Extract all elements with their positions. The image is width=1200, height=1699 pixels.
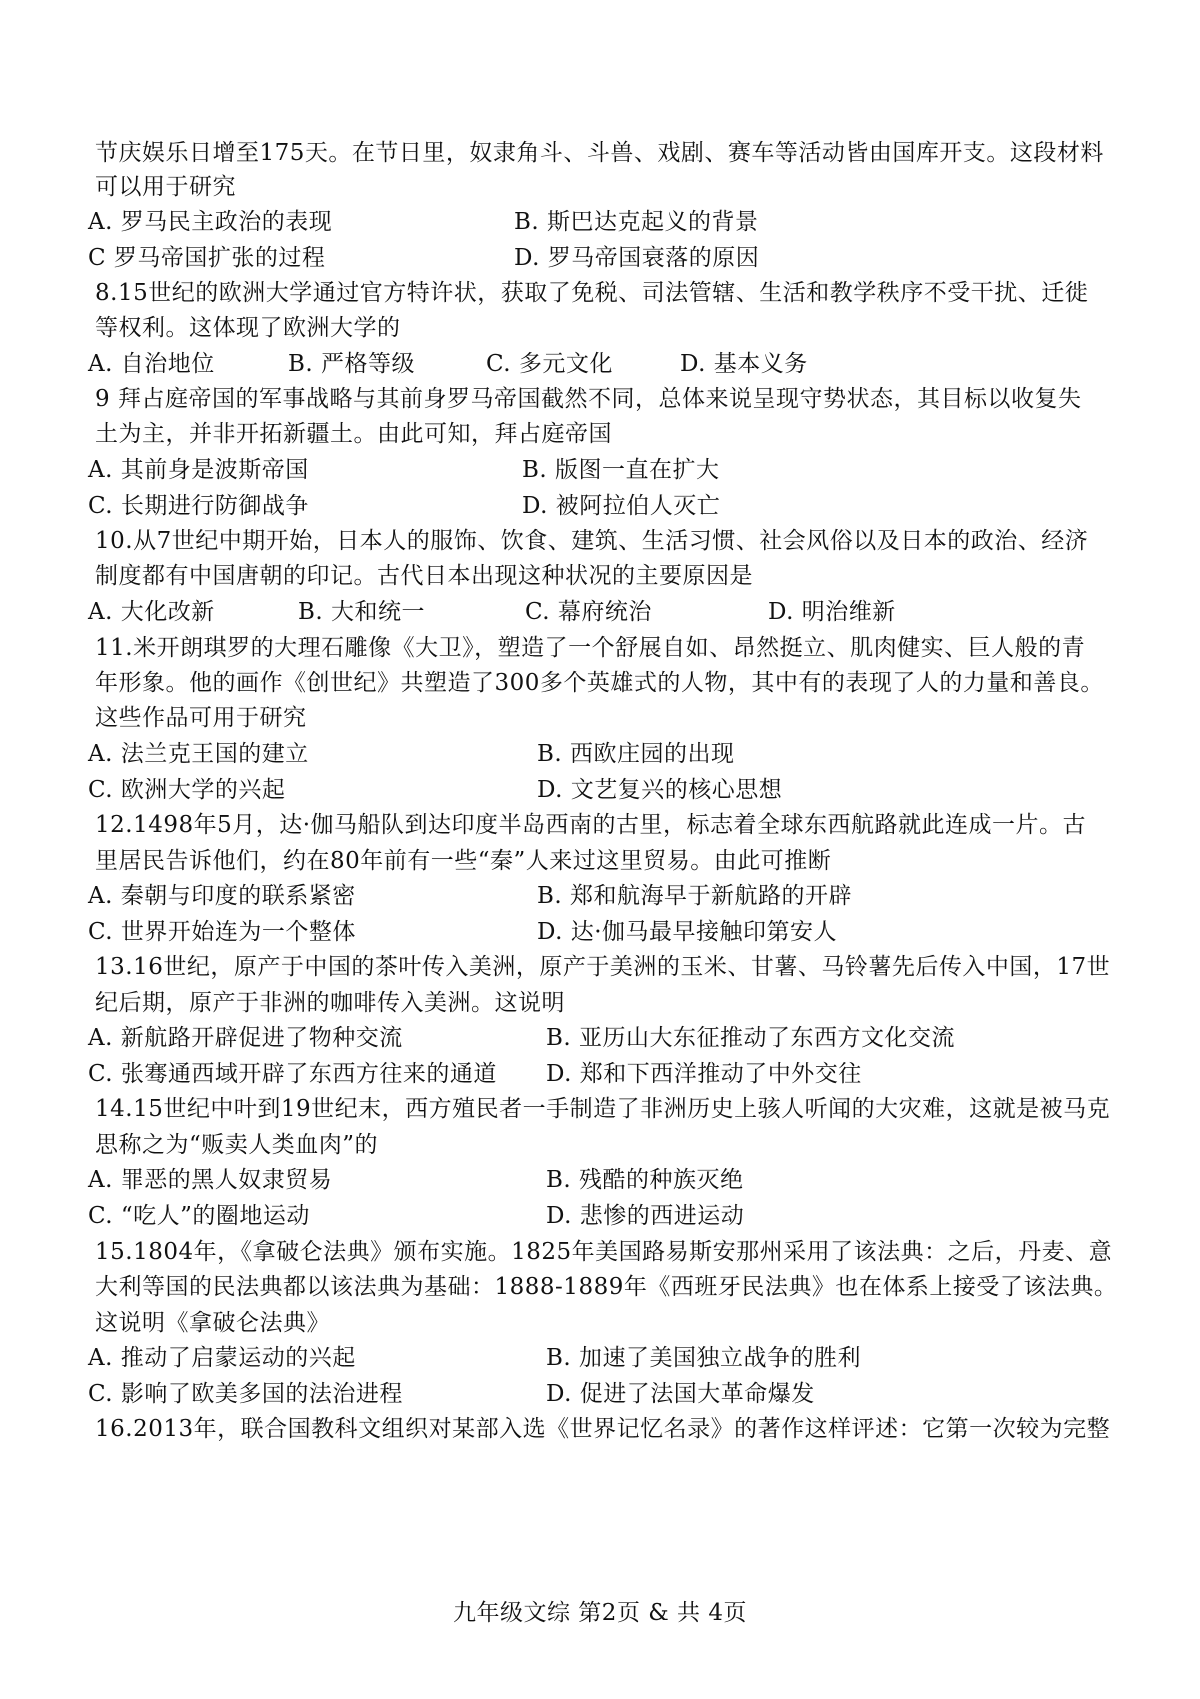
question-9-text-line: 9 拜占庭帝国的军事战略与其前身罗马帝国截然不同，总体来说呈现守势状态，其目标以收复失 bbox=[95, 386, 1082, 412]
question-10-text-line: 10.从7世纪中期开始，日本人的服饰、饮食、建筑、生活习惯、社会风俗以及日本的政治、经济 bbox=[95, 528, 1089, 554]
option: B. 残酷的种族灭绝 bbox=[546, 1167, 744, 1193]
option: A. 其前身是波斯帝国 bbox=[88, 457, 309, 483]
question-8-text-line: 等权利。这体现了欧洲大学的 bbox=[95, 315, 401, 341]
option: A. 秦朝与印度的联系紧密 bbox=[88, 883, 356, 909]
question-11-text-line: 11.米开朗琪罗的大理石雕像《大卫》，塑造了一个舒展自如、昂然挺立、肌肉健实、巨人般的青 bbox=[95, 635, 1086, 661]
page-footer: 九年级文综 第2页 & 共 4页 bbox=[453, 1600, 747, 1626]
question-11-text-line: 这些作品可用于研究 bbox=[95, 705, 307, 731]
option: A. 罪恶的黑人奴隶贸易 bbox=[88, 1167, 333, 1193]
question-14-text-line: 思称之为“贩卖人类血肉”的 bbox=[95, 1132, 379, 1158]
question-15-text-line: 这说明《拿破仑法典》 bbox=[95, 1310, 330, 1336]
question-8-text-line: 8.15世纪的欧洲大学通过官方特许状，获取了免税、司法管辖、生活和教学秩序不受干扰、迁徙 bbox=[95, 280, 1089, 306]
option: C. “吃人”的圈地运动 bbox=[88, 1203, 310, 1229]
question-15-text-line: 15.1804年，《拿破仑法典》颁布实施。1825年美国路易斯安那州采用了该法典：之后，丹麦、意 bbox=[95, 1239, 1113, 1265]
option: B. 大和统一 bbox=[298, 599, 426, 625]
question-13-text-line: 纪后期，原产于非洲的咖啡传入美洲。这说明 bbox=[95, 990, 565, 1016]
option: A. 法兰克王国的建立 bbox=[88, 741, 309, 767]
option: D. 基本义务 bbox=[680, 351, 808, 377]
option: B. 亚历山大东征推动了东西方文化交流 bbox=[546, 1025, 956, 1051]
question-9-text-line: 土为主，并非开拓新疆土。由此可知，拜占庭帝国 bbox=[95, 421, 612, 447]
option: C. 影响了欧美多国的法治进程 bbox=[88, 1381, 403, 1407]
question-12-text-line: 12.1498年5月，达·伽马船队到达印度半岛西南的古里，标志着全球东西航路就此连成一片。古 bbox=[95, 812, 1087, 838]
question-14-text-line: 14.15世纪中叶到19世纪末，西方殖民者一手制造了非洲历史上骇人听闻的大灾难，这就是被马克 bbox=[95, 1096, 1111, 1122]
question-11-text-line: 年形象。他的画作《创世纪》共塑造了300多个英雄式的人物，其中有的表现了人的力量和善良。 bbox=[95, 670, 1104, 696]
option: C. 幕府统治 bbox=[525, 599, 652, 625]
option: B. 严格等级 bbox=[288, 351, 416, 377]
option: B. 西欧庄园的出现 bbox=[537, 741, 735, 767]
option: D. 促进了法国大革命爆发 bbox=[546, 1381, 815, 1407]
option: C. 长期进行防御战争 bbox=[88, 493, 309, 519]
option: A. 自治地位 bbox=[88, 351, 215, 377]
question-7-text-line: 可以用于研究 bbox=[95, 174, 236, 200]
question-12-text-line: 里居民告诉他们，约在80年前有一些“秦”人来过这里贸易。由此可推断 bbox=[95, 848, 832, 874]
option: A. 新航路开辟促进了物种交流 bbox=[88, 1025, 403, 1051]
option: B. 郑和航海早于新航路的开辟 bbox=[537, 883, 853, 909]
option: A. 大化改新 bbox=[88, 599, 215, 625]
option: D. 明治维新 bbox=[768, 599, 896, 625]
option: A. 推动了启蒙运动的兴起 bbox=[88, 1345, 356, 1371]
option: A. 罗马民主政治的表现 bbox=[88, 209, 333, 235]
option: D. 达·伽马最早接触印第安人 bbox=[537, 919, 838, 945]
option: D. 被阿拉伯人灭亡 bbox=[522, 493, 721, 519]
question-13-text-line: 13.16世纪，原产于中国的茶叶传入美洲，原产于美洲的玉米、甘薯、马铃薯先后传入中国，17世 bbox=[95, 954, 1111, 980]
question-15-text-line: 大利等国的民法典都以该法典为基础：1888-1889年《西班牙民法典》也在体系上接受了该法典。 bbox=[95, 1274, 1118, 1300]
option: D. 文艺复兴的核心思想 bbox=[537, 777, 783, 803]
option: D. 罗马帝国衰落的原因 bbox=[514, 245, 760, 271]
option: D. 悲惨的西进运动 bbox=[546, 1203, 745, 1229]
option: C. 欧洲大学的兴起 bbox=[88, 777, 286, 803]
option: C. 张骞通西域开辟了东西方往来的通道 bbox=[88, 1061, 497, 1087]
option: C 罗马帝国扩张的过程 bbox=[88, 245, 326, 271]
option: D. 郑和下西洋推动了中外交往 bbox=[546, 1061, 862, 1087]
question-10-text-line: 制度都有中国唐朝的印记。古代日本出现这种状况的主要原因是 bbox=[95, 563, 753, 589]
question-7-text-line: 节庆娱乐日增至175天。在节日里，奴隶角斗、斗兽、戏剧、赛车等活动皆由国库开支。这段材料 bbox=[95, 140, 1104, 166]
option: B. 版图一直在扩大 bbox=[522, 457, 720, 483]
question-16-text-line: 16.2013年，联合国教科文组织对某部入选《世界记忆名录》的著作这样评述：它第一次较为完整 bbox=[95, 1416, 1111, 1442]
option: B. 加速了美国独立战争的胜利 bbox=[546, 1345, 862, 1371]
option: C. 世界开始连为一个整体 bbox=[88, 919, 356, 945]
option: B. 斯巴达克起义的背景 bbox=[514, 209, 759, 235]
option: C. 多元文化 bbox=[486, 351, 613, 377]
